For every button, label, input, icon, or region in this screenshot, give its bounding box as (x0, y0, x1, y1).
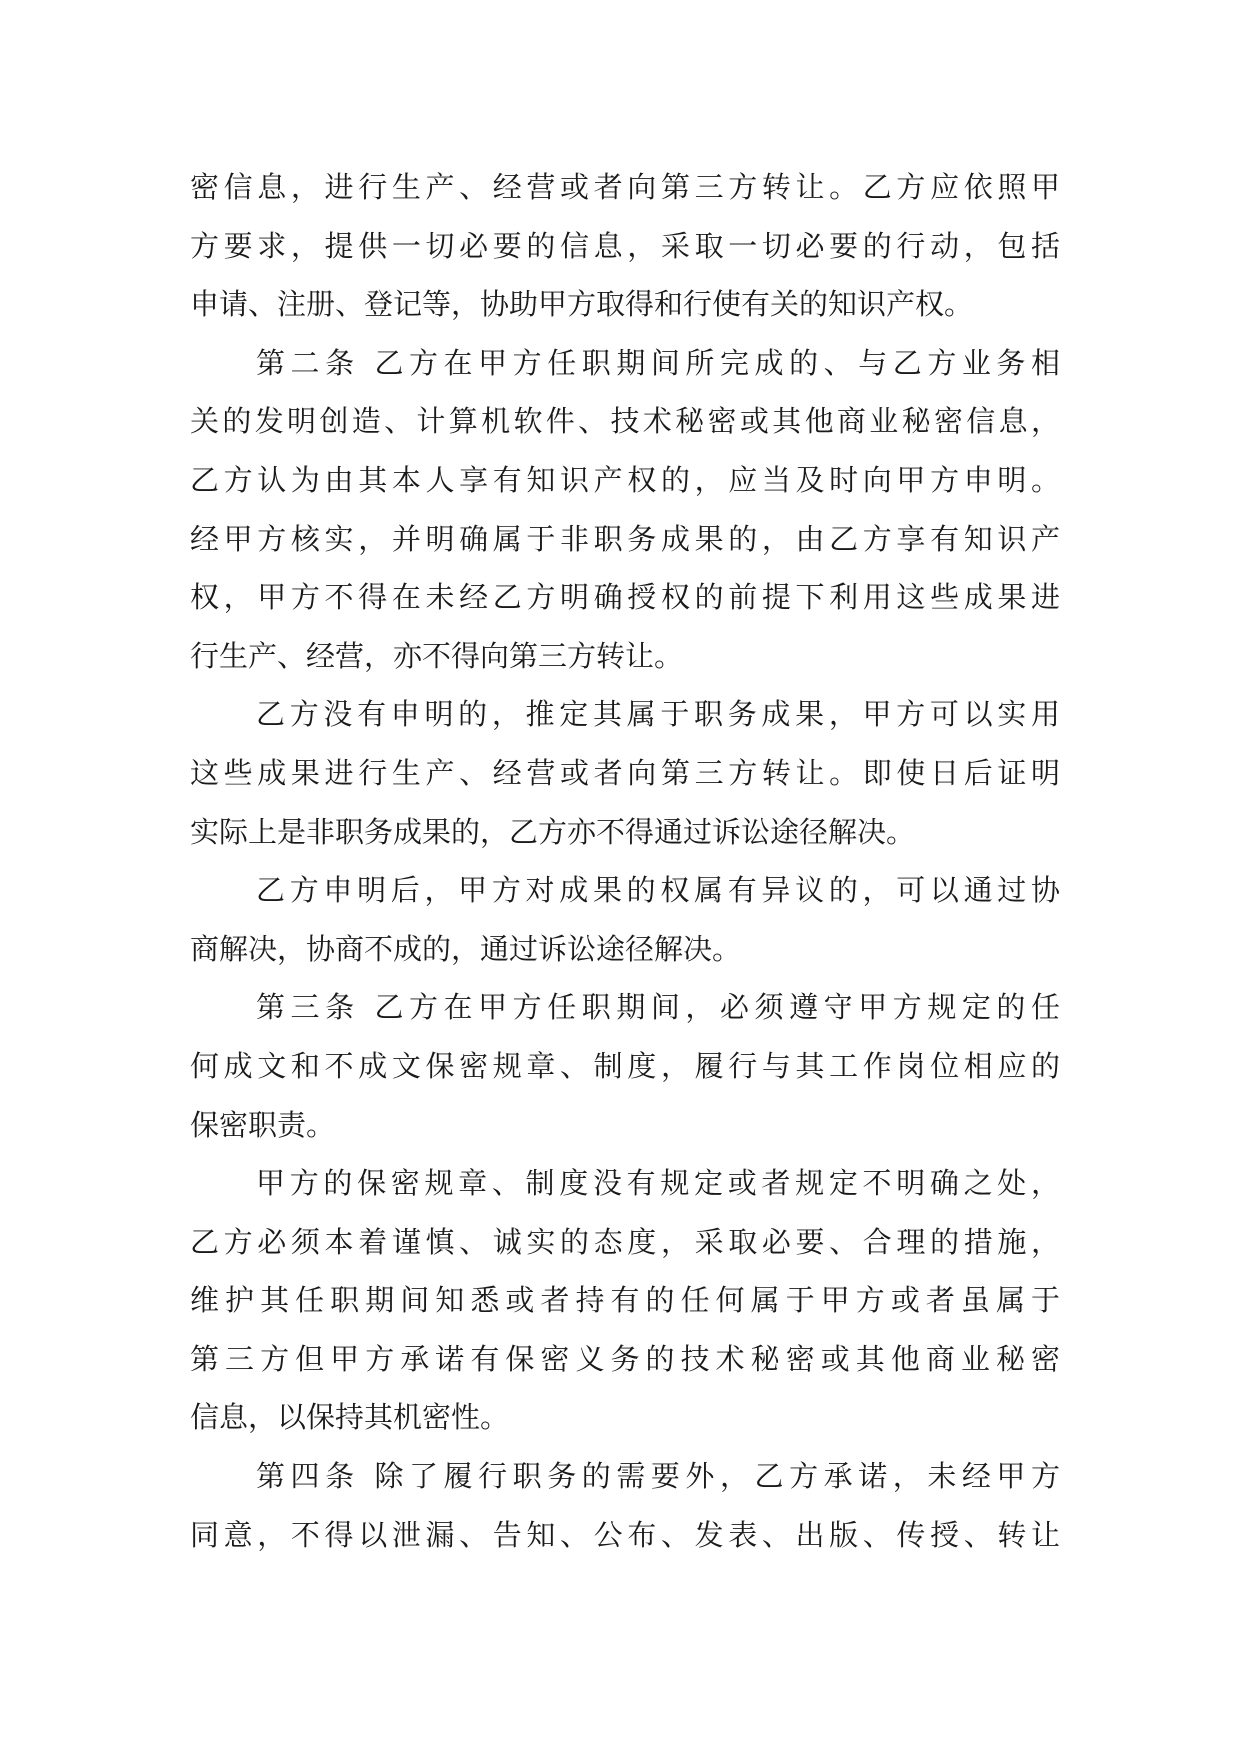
text-line: 权，甲方不得在未经乙方明确授权的前提下利用这些成果进 (190, 580, 1060, 615)
text-line: 行生产、经营，亦不得向第三方转让。 (190, 638, 684, 673)
text-line: 密信息，进行生产、经营或者向第三方转让。乙方应依照甲 (190, 170, 1060, 204)
text-line: 第二条 乙方在甲方任职期间所完成的、与乙方业务相 (256, 345, 1060, 380)
text-line: 商解决，协商不成的，通过诉讼途径解决。 (190, 931, 742, 966)
text-line: 甲方的保密规章、制度没有规定或者规定不明确之处， (256, 1166, 1060, 1201)
text-line: 实际上是非职务成果的，乙方亦不得通过诉讼途径解决。 (190, 814, 916, 849)
text-line: 信息，以保持其机密性。 (190, 1400, 510, 1435)
text-line: 申请、注册、登记等，协助甲方取得和行使有关的知识产权。 (190, 287, 974, 322)
text-line: 第三方但甲方承诺有保密义务的技术秘密或其他商业秘密 (190, 1341, 1060, 1376)
text-line: 乙方没有申明的，推定其属于职务成果，甲方可以实用 (256, 697, 1060, 732)
text-line: 乙方认为由其本人享有知识产权的，应当及时向甲方申明。 (190, 462, 1060, 497)
text-line: 方要求，提供一切必要的信息，采取一切必要的行动，包括 (190, 228, 1060, 263)
document-body (190, 158, 1060, 1564)
text-line: 第三条 乙方在甲方任职期间，必须遵守甲方规定的任 (256, 990, 1060, 1025)
text-line: 第四条 除了履行职务的需要外，乙方承诺，未经甲方 (256, 1459, 1060, 1494)
text-line: 经甲方核实，并明确属于非职务成果的，由乙方享有知识产 (190, 521, 1060, 556)
text-line: 保密职责。 (190, 1107, 336, 1142)
text-line: 何成文和不成文保密规章、制度，履行与其工作岗位相应的 (190, 1048, 1060, 1083)
text-line: 关的发明创造、计算机软件、技术秘密或其他商业秘密信息， (190, 404, 1060, 439)
text-line: 乙方必须本着谨慎、诚实的态度，采取必要、合理的措施， (190, 1224, 1060, 1259)
text-line: 维护其任职期间知悉或者持有的任何属于甲方或者虽属于 (190, 1283, 1060, 1318)
text-line: 同意，不得以泄漏、告知、公布、发表、出版、传授、转让 (190, 1517, 1060, 1552)
text-line: 这些成果进行生产、经营或者向第三方转让。即使日后证明 (190, 755, 1060, 790)
text-line: 乙方申明后，甲方对成果的权属有异议的，可以通过协 (256, 873, 1060, 908)
